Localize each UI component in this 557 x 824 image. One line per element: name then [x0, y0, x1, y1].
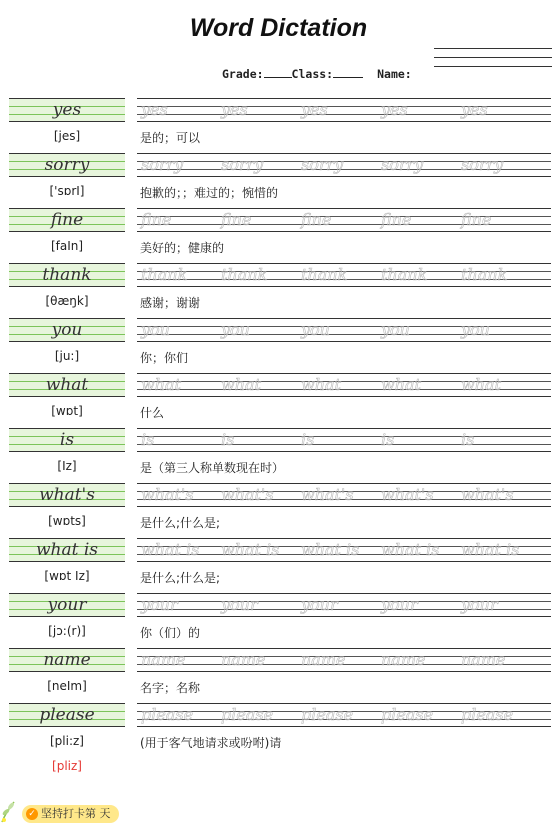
- meaning: 美好的；健康的: [140, 241, 225, 255]
- name-writing-lines: [434, 48, 552, 75]
- tracing-lines[interactable]: [137, 153, 551, 177]
- word-box: [9, 373, 125, 397]
- trace-word: what is: [461, 540, 520, 559]
- trace-word: fine: [461, 210, 492, 229]
- tracing-lines[interactable]: [137, 318, 551, 342]
- trace-word: you: [381, 320, 410, 339]
- trace-word: thank: [461, 265, 508, 284]
- trace-word: please: [301, 705, 354, 724]
- trace-word: fine: [301, 210, 332, 229]
- phonetic: [wɒt Iz]: [44, 569, 90, 583]
- trace-word: what is: [141, 540, 200, 559]
- word-row: [0, 593, 557, 648]
- word-row: [0, 98, 557, 153]
- meaning: (用于客气地请求或吩咐)请: [140, 736, 282, 750]
- meaning: 名字；名称: [140, 681, 201, 695]
- meaning: 感谢；谢谢: [140, 296, 201, 310]
- trace-word: sorry: [381, 155, 424, 174]
- trace-word: yes: [301, 100, 328, 119]
- trace-word: yes: [141, 100, 168, 119]
- trace-word: is: [221, 430, 235, 449]
- trace-word: thank: [221, 265, 268, 284]
- word-box: [9, 483, 125, 507]
- tracing-lines[interactable]: [137, 373, 551, 397]
- trace-word: what is: [221, 540, 280, 559]
- trace-word: yes: [221, 100, 248, 119]
- tracing-lines[interactable]: [137, 428, 551, 452]
- meaning: 是什么;什么是;: [140, 516, 221, 530]
- class-blank[interactable]: [333, 77, 363, 78]
- word-text: fine: [50, 210, 84, 230]
- trace-word: sorry: [141, 155, 184, 174]
- word-text: name: [43, 650, 91, 670]
- word-text: please: [39, 705, 95, 725]
- word-text: what is: [35, 540, 99, 560]
- tracing-lines[interactable]: [137, 483, 551, 507]
- trace-word: sorry: [301, 155, 344, 174]
- tracing-lines[interactable]: [137, 263, 551, 287]
- word-box: [9, 153, 125, 177]
- phonetic: ['sɒrI]: [49, 184, 85, 198]
- word-row: [0, 648, 557, 703]
- phonetic: [jɔ:(r)]: [48, 624, 86, 638]
- leaf-decoration-icon: [0, 796, 20, 824]
- word-text: yes: [52, 100, 82, 120]
- word-row: [0, 153, 557, 208]
- word-row: [0, 538, 557, 593]
- word-text: you: [51, 320, 83, 340]
- word-row: [0, 483, 557, 538]
- trace-word: your: [301, 595, 338, 614]
- check-icon: ✓: [26, 808, 38, 820]
- trace-word: what: [301, 375, 341, 394]
- trace-word: yes: [461, 100, 488, 119]
- trace-word: is: [301, 430, 315, 449]
- grade-blank[interactable]: [264, 77, 292, 78]
- word-box: [9, 263, 125, 287]
- word-text: your: [47, 595, 87, 615]
- trace-word: please: [381, 705, 434, 724]
- word-box: [9, 428, 125, 452]
- tracing-lines[interactable]: [137, 538, 551, 562]
- trace-word: your: [461, 595, 498, 614]
- phonetic: [neIm]: [47, 679, 87, 693]
- trace-word: what: [141, 375, 181, 394]
- word-row: [0, 703, 557, 758]
- trace-word: what is: [301, 540, 360, 559]
- tracing-lines[interactable]: [137, 98, 551, 122]
- trace-word: is: [461, 430, 475, 449]
- word-text: is: [59, 430, 75, 450]
- word-box: [9, 593, 125, 617]
- trace-word: you: [301, 320, 330, 339]
- badge-text: 坚持打卡第 天: [41, 807, 111, 820]
- check-in-badge: [22, 805, 119, 823]
- word-box: [9, 648, 125, 672]
- word-text: what: [45, 375, 89, 395]
- trace-word: what's: [141, 485, 194, 504]
- phonetic: [wɒt]: [51, 404, 83, 418]
- trace-word: name: [141, 650, 186, 669]
- word-box: [9, 208, 125, 232]
- word-row: [0, 263, 557, 318]
- trace-word: sorry: [461, 155, 504, 174]
- phonetic: [jes]: [53, 129, 81, 143]
- trace-word: thank: [381, 265, 428, 284]
- trace-word: name: [461, 650, 506, 669]
- trace-word: please: [141, 705, 194, 724]
- trace-word: what's: [381, 485, 434, 504]
- tracing-lines[interactable]: [137, 703, 551, 727]
- trace-word: what's: [461, 485, 514, 504]
- meaning: 是的；可以: [140, 131, 201, 145]
- trace-word: what's: [221, 485, 274, 504]
- meaning: 是什么;什么是;: [140, 571, 221, 585]
- meaning: 什么: [140, 406, 165, 420]
- meaning: 你（们）的: [140, 626, 201, 640]
- trace-word: please: [221, 705, 274, 724]
- trace-word: fine: [381, 210, 412, 229]
- word-row: [0, 373, 557, 428]
- trace-word: is: [381, 430, 395, 449]
- phonetic: [Iz]: [57, 459, 77, 473]
- tracing-lines[interactable]: [137, 208, 551, 232]
- trace-word: your: [221, 595, 258, 614]
- trace-word: what: [461, 375, 501, 394]
- trace-word: yes: [381, 100, 408, 119]
- trace-word: what: [381, 375, 421, 394]
- trace-word: your: [381, 595, 418, 614]
- trace-word: please: [461, 705, 514, 724]
- word-row: [0, 318, 557, 373]
- trace-word: you: [141, 320, 170, 339]
- phonetic: [θæŋk]: [45, 294, 89, 308]
- student-info: [222, 67, 412, 81]
- word-box: [9, 318, 125, 342]
- trace-word: name: [221, 650, 266, 669]
- trace-word: is: [141, 430, 155, 449]
- word-text: thank: [42, 265, 92, 285]
- meaning: 抱歉的；；难过的；惋惜的: [140, 186, 279, 200]
- name-label: Name:: [377, 67, 412, 81]
- word-box: [9, 98, 125, 122]
- meaning: 是（第三人称单数现在时）: [140, 461, 285, 475]
- meaning: 你；你们: [140, 351, 189, 365]
- tracing-lines[interactable]: [137, 648, 551, 672]
- class-label: Class:: [291, 67, 334, 81]
- trace-word: sorry: [221, 155, 264, 174]
- phonetic: [pli:z]: [50, 734, 84, 748]
- phonetic: [wɒts]: [48, 514, 86, 528]
- grade-label: Grade:: [222, 67, 264, 81]
- phonetic: [ju:]: [54, 349, 80, 363]
- word-text: sorry: [44, 155, 90, 175]
- trace-word: fine: [141, 210, 172, 229]
- trace-word: name: [301, 650, 346, 669]
- phonetic: [faIn]: [50, 239, 84, 253]
- trace-word: thank: [301, 265, 348, 284]
- writing-line: [434, 57, 552, 58]
- trace-word: what's: [301, 485, 354, 504]
- word-row: [0, 428, 557, 483]
- word-text: what's: [39, 485, 95, 505]
- trace-word: you: [221, 320, 250, 339]
- word-list: [0, 98, 557, 758]
- writing-line: [434, 48, 552, 49]
- trace-word: your: [141, 595, 178, 614]
- word-row: [0, 208, 557, 263]
- page-title: Word Dictation: [189, 14, 368, 42]
- extra-phonetic: [pliz]: [52, 759, 82, 773]
- trace-word: you: [461, 320, 490, 339]
- trace-word: thank: [141, 265, 188, 284]
- trace-word: fine: [221, 210, 252, 229]
- word-box: [9, 703, 125, 727]
- word-box: [9, 538, 125, 562]
- trace-word: what is: [381, 540, 440, 559]
- trace-word: name: [381, 650, 426, 669]
- tracing-lines[interactable]: [137, 593, 551, 617]
- trace-word: what: [221, 375, 261, 394]
- writing-line: [434, 66, 552, 67]
